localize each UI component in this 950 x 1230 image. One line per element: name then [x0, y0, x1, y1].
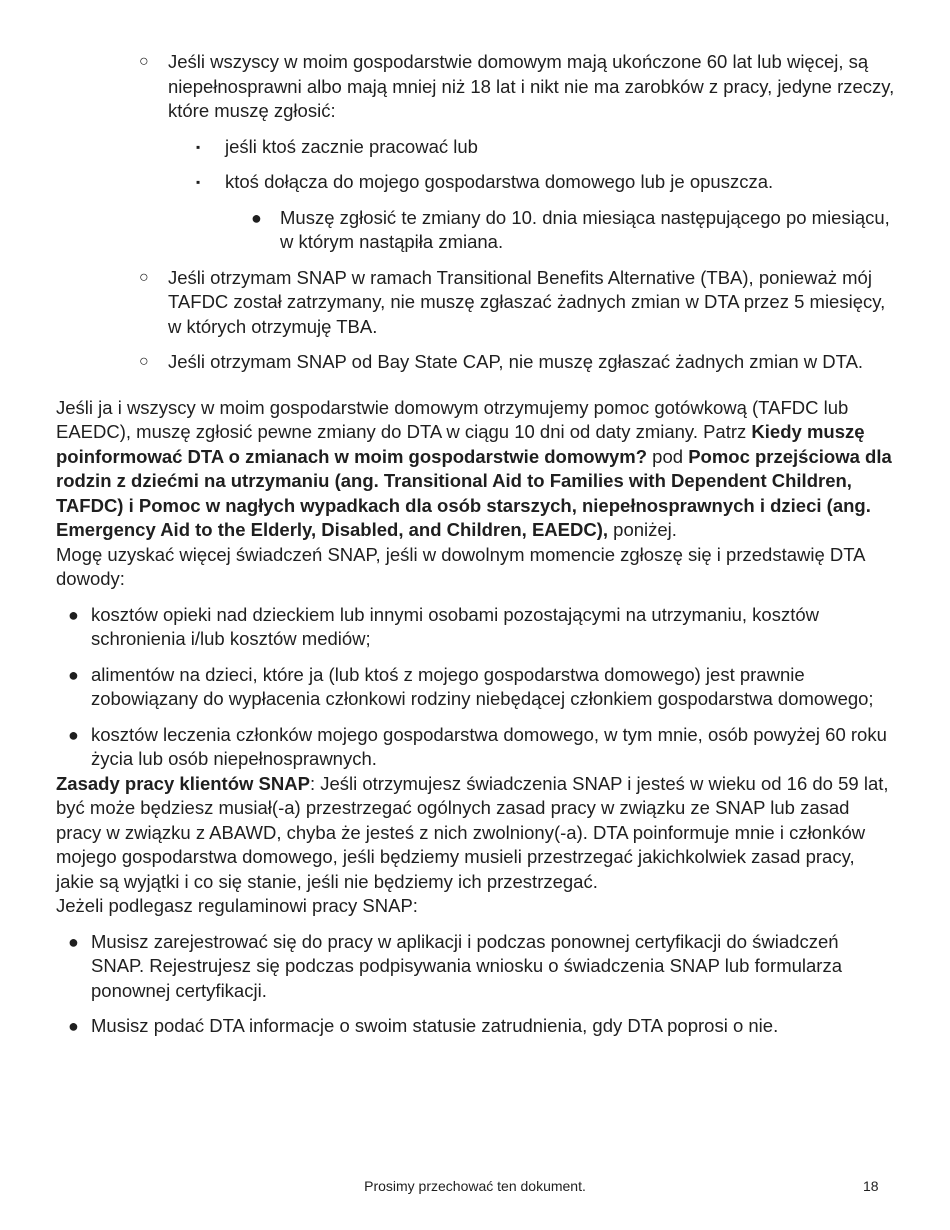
bullet-icon: ●: [68, 604, 79, 625]
bullet-icon: ●: [68, 931, 79, 952]
list-item: [56, 663, 896, 712]
square-bullet-icon: ▪: [196, 139, 201, 154]
bullet-icon: ●: [68, 724, 79, 745]
document-page: [56, 50, 896, 1039]
list-item-text: Musisz podać DTA informacje o swoim statusie zatrudnienia, gdy DTA poprosi o nie.: [91, 1015, 779, 1036]
list-item-text: Muszę zgłosić te zmiany do 10. dnia miesiąca następującego po miesiącu, w którym nastąpiła zmiana.: [280, 206, 890, 252]
list-item: [56, 603, 896, 652]
list-item-text: jeśli ktoś zacznie pracować lub: [225, 135, 478, 157]
circle-bullet-icon: ○: [139, 353, 149, 370]
list-item-text: kosztów opieki nad dzieckiem lub innymi osobami pozostającymi na utrzymaniu, kosztów schronienia i/lub kosztów mediów;: [91, 603, 819, 649]
list-item: [196, 135, 896, 160]
square-bullet-icon: ▪: [196, 175, 201, 189]
bullet-icon: ●: [68, 664, 79, 685]
footer-note: Prosimy przechować ten dokument.: [364, 1178, 586, 1194]
section-heading: Zasady pracy klientów SNAP: [56, 772, 310, 794]
page-number: 18: [863, 1178, 879, 1194]
work-rules-paragraph: Zasady pracy klientów SNAP: Jeśli otrzymujesz świadczenia SNAP i jesteś w wieku od 16 do 59 lat, być może będziesz musiał(-a) przestrzegać ogólnych zasad pracy w związku ze SNAP lub zasad pracy w związku z ABAWD, chyba że jesteś z nich zwolniony(-a). DTA poinformuje mnie i członków mojego gospodarstwa domowego, jeśli będziemy musieli przestrzegać jakichkolwiek zasad pracy, jakie są wyjątki i co się stanie, jeśli nie będziemy ich przestrzegać.: [56, 772, 889, 892]
list-item: [251, 206, 896, 255]
bold-reference: Pomoc przejściowa dla rodzin z dziećmi na utrzymaniu (ang. Transitional Aid to Families with Dependent Children, TAFDC) i Pomoc w nagłych wypadkach dla osób starszych, niepełnosprawnych i dzieci (ang. Emergency Aid to the Elderly, Disabled, and Children, EAEDC),: [56, 445, 892, 540]
list-item: [139, 266, 896, 340]
list-item-text: alimentów na dzieci, które ja (lub ktoś z mojego gospodarstwa domowego) jest prawnie zobowiązany do wypłacenia członkowi rodziny niebędącej członkiem gospodarstwa domowego;: [91, 663, 874, 709]
list-item: [139, 350, 896, 375]
list-item: [56, 723, 896, 772]
list-item: [196, 170, 896, 195]
circle-bullet-icon: ○: [139, 53, 149, 70]
bullet-icon: ●: [251, 207, 262, 228]
list-item-text: Jeśli otrzymam SNAP w ramach Transitional Benefits Alternative (TBA), ponieważ mój TAFDC został zatrzymany, nie muszę zgłaszać żadnych zmian w DTA przez 5 miesięcy, w których otrzymuję TBA.: [168, 266, 886, 337]
list-item: [56, 1014, 896, 1039]
bullet-icon: ●: [68, 1016, 79, 1036]
list-item-text: Jeśli wszyscy w moim gospodarstwie domowym mają ukończone 60 lat lub więcej, są niepełnosprawni albo mają mniej niż 18 lat i nikt nie ma zarobków z pracy, jedyne rzeczy, które muszę zgłosić:: [168, 51, 895, 121]
cash-assistance-paragraph: Jeśli ja i wszyscy w moim gospodarstwie domowym otrzymujemy pomoc gotówkową (TAFDC lub EAEDC), muszę zgłosić pewne zmiany do DTA w ciągu 10 dni od daty zmiany. Patrz Kiedy muszę poinformować DTA o zmianach w moim gospodarstwie domowym? pod Pomoc przejściowa dla rodzin z dziećmi na utrzymaniu (ang. Transitional Aid to Families with Dependent Children, TAFDC) i Pomoc w nagłych wypadkach dla osób starszych, niepełnosprawnych i dzieci (ang. Emergency Aid to the Elderly, Disabled, and Children, EAEDC), poniżej.: [56, 396, 892, 540]
list-item: [139, 50, 896, 124]
list-item-text: Musisz zarejestrować się do pracy w aplikacji i podczas ponownej certyfikacji do świadczeń SNAP. Rejestrujesz się podczas podpisywania wniosku o świadczenia SNAP lub formularza ponownej certyfikacji.: [91, 930, 842, 1001]
snap-benefits-paragraph: Mogę uzyskać więcej świadczeń SNAP, jeśli w dowolnym momencie zgłoszę się i przedstawię DTA dowody:: [56, 543, 865, 589]
work-rules-intro: Jeżeli podlegasz regulaminowi pracy SNAP:: [56, 895, 418, 916]
bold-reference: Kiedy muszę poinformować DTA o zmianach w moim gospodarstwie domowym?: [56, 421, 865, 467]
list-item-text: kosztów leczenia członków mojego gospodarstwa domowego, w tym mnie, osób powyżej 60 roku życia lub osób niepełnosprawnych.: [91, 723, 887, 769]
list-item: [56, 930, 896, 1004]
list-item-text: Jeśli otrzymam SNAP od Bay State CAP, nie muszę zgłaszać żadnych zmian w DTA.: [168, 351, 864, 372]
list-item-text: ktoś dołącza do mojego gospodarstwa domowego lub je opuszcza.: [225, 171, 774, 192]
circle-bullet-icon: ○: [139, 268, 149, 286]
